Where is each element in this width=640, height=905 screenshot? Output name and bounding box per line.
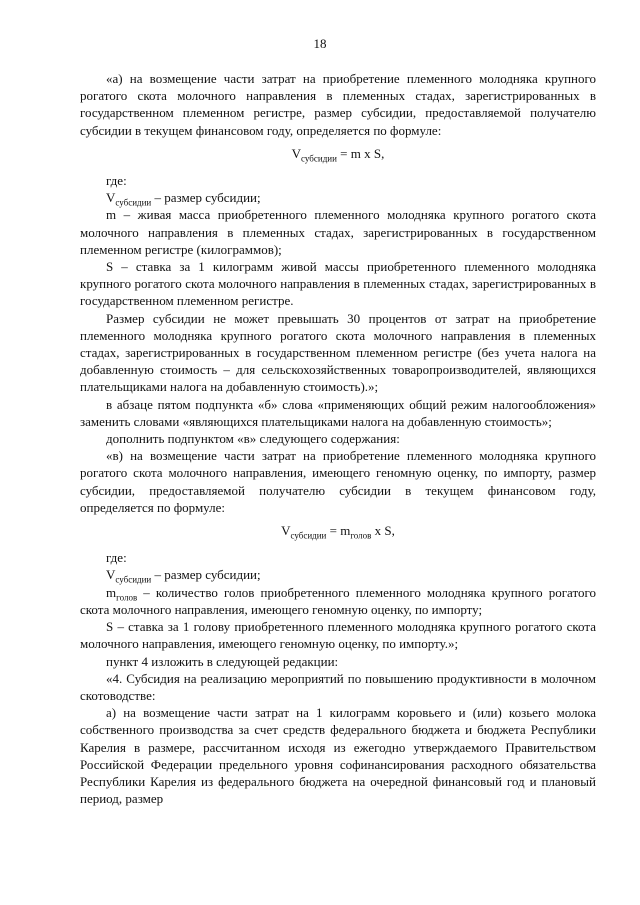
paragraph-limit: Размер субсидии не может превышать 30 процентов от затрат на приобретение племенного молодняка крупного рогатого скота молочного направления в племенных стадах, зарегистрированных в государственном племенном регистре (без учета налога на добавленную стоимость – для сельскохозяйственных товаропроизводителей, являющихся плательщиками налога на добавленную стоимость).»; [80, 310, 596, 395]
paragraph-subsidy-a-intro: «а) на возмещение части затрат на приобретение племенного молодняка крупного рогатого скота молочного направления в племенных стадах, зарегистрированных в государственном племенном регистре, размер субсидии, предоставляемой получателю субсидии в текущем финансовом году, определяется по формуле: [80, 71, 596, 138]
paragraph-subsidy-v-intro: «в) на возмещение части затрат на приобретение племенного молодняка крупного рогатого скота молочного направления, имеющего геномную оценку, по импорту, размер субсидии, предоставляемой получателю субсидии в текущем финансовом году, определяется по формуле: [80, 448, 596, 515]
definition-m-text: – количество голов приобретенного племенного молодняка крупного рогатого скота молочного направления, имеющего геномную оценку, по импорту; [80, 584, 596, 617]
definition-v [80, 566, 596, 586]
where-label: где: [106, 550, 127, 566]
definition-m-heads [80, 584, 596, 618]
definition-m-symbol: m [106, 584, 117, 600]
definition-m-subscript: голов [116, 592, 138, 603]
definition-v-subscript: субсидии [115, 575, 152, 586]
definition-v-symbol: V [106, 190, 116, 206]
definition-m: m – живая масса приобретенного племенного молодняка крупного рогатого скота молочного направления в племенных стадах, зарегистрированных в государственном племенном регистре (килограммов); [80, 207, 596, 257]
paragraph-point4-a: а) на возмещение части затрат на 1 килограмм коровьего и (или) козьего молока собственного производства за счет средств федерального бюджета и бюджета Республики Карелия в размере, рассчитанном исходя из ежегодно утверждаемого Правительством Российской Федерации предельного уровня софинансирования расходного обязательства Республики Карелия из федерального бюджета на очередной финансовый год и плановый период, размер [80, 705, 596, 807]
paragraph-point4-amend: пункт 4 изложить в следующей редакции: [106, 653, 339, 669]
where-label: где: [106, 173, 127, 189]
document-body [80, 70, 596, 807]
formula-subsidy-a [80, 145, 596, 162]
formula-expression: x S, [371, 523, 395, 539]
formula-v-symbol: V [291, 145, 302, 161]
paragraph-point4-title: «4. Субсидия на реализацию мероприятий по повышению продуктивности в молочном скотоводстве: [80, 670, 596, 703]
definition-v-symbol: V [106, 567, 116, 583]
paragraph-amendment: в абзаце пятом подпункта «б» слова «применяющих общий режим налогообложения» заменить словами «являющихся плательщиками налога на добавленную стоимость»; [80, 396, 596, 429]
formula-expression: = m x S, [336, 145, 385, 161]
definition-v-subscript: субсидии [115, 197, 152, 208]
definition-v-text: – размер субсидии; [151, 190, 261, 206]
definition-s: S – ставка за 1 килограмм живой массы приобретенного племенного молодняка крупного рогатого скота молочного направления в племенных стадах, зарегистрированных в государственном племенном регистре. [80, 259, 596, 309]
page-number: 18 [313, 36, 327, 51]
formula-v-subscript: субсидии [290, 530, 327, 541]
formula-v-subscript: субсидии [301, 153, 337, 164]
definition-v-text: – размер субсидии; [151, 567, 261, 583]
definition-v [80, 189, 596, 206]
definition-s: S – ставка за 1 голову приобретенного племенного молодняка крупного рогатого скота молочного направления, имеющего геномную оценку, по импорту.»; [80, 619, 596, 652]
formula-v-symbol: V [281, 523, 291, 539]
formula-equals-m: = m [326, 523, 351, 539]
formula-subsidy-v [80, 522, 596, 539]
formula-m-subscript: голов [350, 530, 372, 541]
paragraph-add-subpoint: дополнить подпунктом «в» следующего содержания: [106, 431, 400, 447]
